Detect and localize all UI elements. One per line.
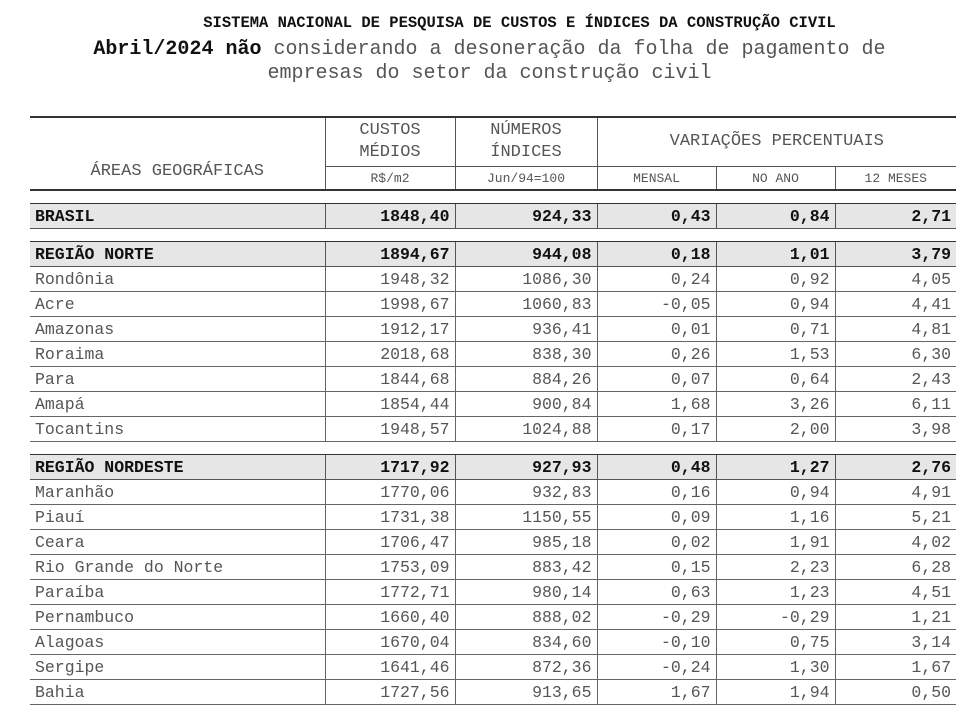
value-cell: 0,15 [597, 555, 716, 580]
value-cell: 1,67 [835, 655, 956, 680]
header-areas: ÁREAS GEOGRÁFICAS [30, 117, 325, 190]
value-cell: 980,14 [455, 580, 597, 605]
value-cell: 0,71 [716, 317, 835, 342]
value-cell: 834,60 [455, 630, 597, 655]
value-cell: 900,84 [455, 392, 597, 417]
value-cell: 1912,17 [325, 317, 455, 342]
table-row [30, 292, 956, 317]
table-row [30, 342, 956, 367]
area-name: Ceara [30, 530, 325, 555]
value-cell: 0,17 [597, 417, 716, 442]
value-cell: 1,91 [716, 530, 835, 555]
value-cell: 0,26 [597, 342, 716, 367]
value-cell: 1,01 [716, 242, 835, 267]
value-cell: 4,02 [835, 530, 956, 555]
value-cell: 1660,40 [325, 605, 455, 630]
area-name: REGIÃO NORTE [30, 242, 325, 267]
table-row [30, 480, 956, 505]
value-cell: 0,50 [835, 680, 956, 705]
value-cell: 4,41 [835, 292, 956, 317]
cost-index-table [30, 116, 956, 705]
area-name: Para [30, 367, 325, 392]
value-cell: 1844,68 [325, 367, 455, 392]
value-cell: 1706,47 [325, 530, 455, 555]
value-cell: 1,21 [835, 605, 956, 630]
value-cell: 1770,06 [325, 480, 455, 505]
value-cell: 2,76 [835, 455, 956, 480]
group-spacer [30, 190, 956, 204]
value-cell: 6,30 [835, 342, 956, 367]
value-cell: 985,18 [455, 530, 597, 555]
value-cell: 3,79 [835, 242, 956, 267]
table-row [30, 392, 956, 417]
table-row [30, 530, 956, 555]
area-name: Rio Grande do Norte [30, 555, 325, 580]
area-name: BRASIL [30, 204, 325, 229]
group-spacer [30, 442, 956, 455]
table-row [30, 580, 956, 605]
value-cell: 936,41 [455, 317, 597, 342]
sub-mensal: MENSAL [597, 167, 716, 191]
unit-numeros: Jun/94=100 [455, 167, 597, 191]
value-cell: 883,42 [455, 555, 597, 580]
value-cell: 888,02 [455, 605, 597, 630]
value-cell: 1894,67 [325, 242, 455, 267]
value-cell: 1,23 [716, 580, 835, 605]
value-cell: 0,84 [716, 204, 835, 229]
value-cell: 6,11 [835, 392, 956, 417]
table-row [30, 267, 956, 292]
value-cell: 6,28 [835, 555, 956, 580]
value-cell: 3,98 [835, 417, 956, 442]
table-row [30, 630, 956, 655]
value-cell: 0,48 [597, 455, 716, 480]
value-cell: 932,83 [455, 480, 597, 505]
value-cell: 1948,57 [325, 417, 455, 442]
summary-row [30, 242, 956, 267]
value-cell: 1060,83 [455, 292, 597, 317]
value-cell: 1,16 [716, 505, 835, 530]
value-cell: -0,10 [597, 630, 716, 655]
summary-row [30, 455, 956, 480]
area-name: Piauí [30, 505, 325, 530]
value-cell: 0,94 [716, 292, 835, 317]
report-title: SISTEMA NACIONAL DE PESQUISA DE CUSTOS E ÍNDICES DA CONSTRUÇÃO CIVIL [203, 14, 836, 32]
area-name: Amapá [30, 392, 325, 417]
value-cell: 0,63 [597, 580, 716, 605]
value-cell: -0,24 [597, 655, 716, 680]
report-period: Abril/2024 não [93, 38, 262, 61]
value-cell: 838,30 [455, 342, 597, 367]
value-cell: 0,94 [716, 480, 835, 505]
table-row [30, 367, 956, 392]
value-cell: 1772,71 [325, 580, 455, 605]
area-name: Paraíba [30, 580, 325, 605]
table-row [30, 317, 956, 342]
value-cell: 4,05 [835, 267, 956, 292]
value-cell: 0,24 [597, 267, 716, 292]
value-cell: 872,36 [455, 655, 597, 680]
value-cell: 0,92 [716, 267, 835, 292]
value-cell: 1753,09 [325, 555, 455, 580]
area-name: Alagoas [30, 630, 325, 655]
value-cell: 924,33 [455, 204, 597, 229]
value-cell: 3,26 [716, 392, 835, 417]
value-cell: 0,43 [597, 204, 716, 229]
value-cell: 1086,30 [455, 267, 597, 292]
value-cell: 0,18 [597, 242, 716, 267]
value-cell: 2,71 [835, 204, 956, 229]
value-cell: 1854,44 [325, 392, 455, 417]
report-subtitle-rest: considerando a desoneração da folha de pagamento de [261, 38, 886, 61]
value-cell: 1,53 [716, 342, 835, 367]
unit-custos: R$/m2 [325, 167, 455, 191]
value-cell: 1717,92 [325, 455, 455, 480]
header-custos: CUSTOS MÉDIOS [325, 117, 455, 167]
table-row [30, 655, 956, 680]
table-header-row [30, 117, 956, 167]
value-cell: 1,68 [597, 392, 716, 417]
value-cell: 0,02 [597, 530, 716, 555]
table-row [30, 680, 956, 705]
area-name: Maranhão [30, 480, 325, 505]
value-cell: 1,27 [716, 455, 835, 480]
value-cell: 0,16 [597, 480, 716, 505]
value-cell: 0,09 [597, 505, 716, 530]
sub-12-meses: 12 MESES [835, 167, 956, 191]
value-cell: 1948,32 [325, 267, 455, 292]
table-row [30, 555, 956, 580]
header-numeros: NÚMEROS ÍNDICES [455, 117, 597, 167]
value-cell: 927,93 [455, 455, 597, 480]
area-name: Bahia [30, 680, 325, 705]
value-cell: 2,43 [835, 367, 956, 392]
value-cell: 4,91 [835, 480, 956, 505]
value-cell: 1,67 [597, 680, 716, 705]
area-name: Rondônia [30, 267, 325, 292]
group-spacer [30, 229, 956, 242]
area-name: Acre [30, 292, 325, 317]
area-name: Tocantins [30, 417, 325, 442]
table-row [30, 605, 956, 630]
value-cell: 1670,04 [325, 630, 455, 655]
value-cell: 884,26 [455, 367, 597, 392]
value-cell: 2,23 [716, 555, 835, 580]
value-cell: 1024,88 [455, 417, 597, 442]
summary-row [30, 204, 956, 229]
value-cell: -0,05 [597, 292, 716, 317]
value-cell: 2,00 [716, 417, 835, 442]
value-cell: 1641,46 [325, 655, 455, 680]
value-cell: 1998,67 [325, 292, 455, 317]
table-row [30, 505, 956, 530]
table-row [30, 417, 956, 442]
value-cell: 5,21 [835, 505, 956, 530]
value-cell: 1,94 [716, 680, 835, 705]
report-subtitle-line3: empresas do setor da construção civil [267, 62, 712, 85]
report-subtitle [0, 36, 979, 64]
area-name: Pernambuco [30, 605, 325, 630]
value-cell: 1,30 [716, 655, 835, 680]
area-name: Roraima [30, 342, 325, 367]
value-cell: 0,64 [716, 367, 835, 392]
value-cell: 0,07 [597, 367, 716, 392]
area-name: Amazonas [30, 317, 325, 342]
value-cell: 2018,68 [325, 342, 455, 367]
value-cell: 4,81 [835, 317, 956, 342]
value-cell: 1731,38 [325, 505, 455, 530]
area-name: REGIÃO NORDESTE [30, 455, 325, 480]
area-name: Sergipe [30, 655, 325, 680]
value-cell: 3,14 [835, 630, 956, 655]
value-cell: 944,08 [455, 242, 597, 267]
sub-no-ano: NO ANO [716, 167, 835, 191]
value-cell: 0,01 [597, 317, 716, 342]
value-cell: 1150,55 [455, 505, 597, 530]
value-cell: 0,75 [716, 630, 835, 655]
header-variacoes: VARIAÇÕES PERCENTUAIS [597, 117, 956, 167]
value-cell: 913,65 [455, 680, 597, 705]
value-cell: 4,51 [835, 580, 956, 605]
value-cell: 1848,40 [325, 204, 455, 229]
value-cell: 1727,56 [325, 680, 455, 705]
value-cell: -0,29 [716, 605, 835, 630]
value-cell: -0,29 [597, 605, 716, 630]
